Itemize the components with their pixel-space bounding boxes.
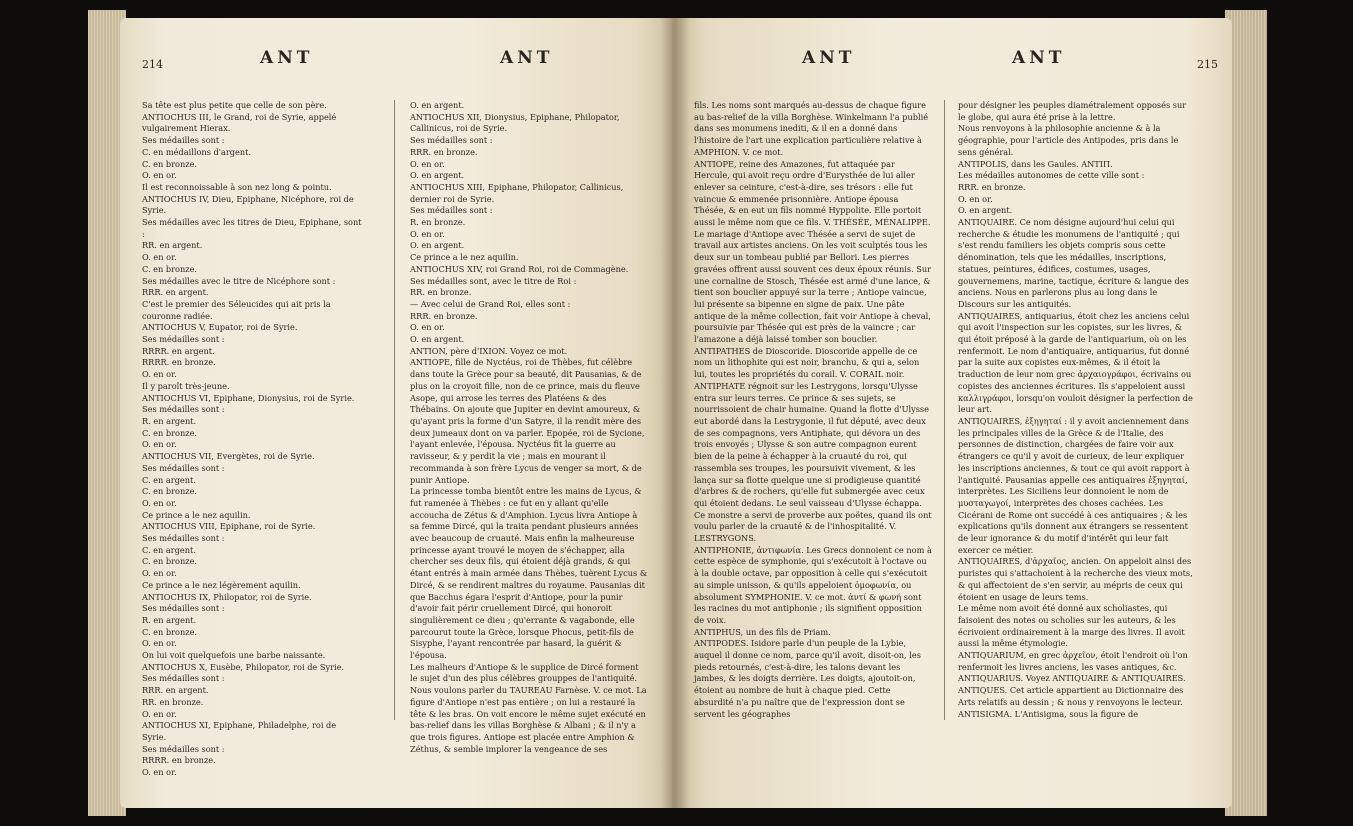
paragraph: ANTISIGMA. L'Antisigma, sous la figure de [958, 708, 1139, 719]
book-gutter [660, 18, 690, 808]
paragraph: Sa tête est plus petite que celle de son père. [142, 100, 327, 110]
paragraph: C. en bronze. [142, 263, 198, 274]
paragraph: ANTIQUAIRES, antiquarius, étoit chez les anciens celui qui avoit l'inspection sur les copistes, sur les livres, & qui étoit préposé à la garde de l'antiquarium, où on les renfermoit. Le nom d'antiquaire, antiquarius, fut donné par la suite aux copistes eux-mêmes, & il étoit la traduction de leur nom grec ἀρχαιογράφοι, écrivains ou copistes des anciennes écritures. Ils s'appeloient aussi καλλιγράφοι, lorsqu'on vouloit désigner la perfection de leur art. [958, 310, 1193, 415]
paragraph: C. en bronze. [142, 626, 198, 637]
paragraph: Ses médailles sont : [142, 673, 225, 684]
paragraph: Le mariage d'Antiope avec Thésée a servi de sujet de travail aux artistes anciens. On les voit sculptés tous les deux sur un tombeau publié par Bellori. Les pierres gravées offrent aussi souvent ces deux époux réunis. Sur une cornaline de Stosch, Thésée est armé d'une lance, & tient son bouclier appuyé sur la terre ; Antiope vaincue, lui présente sa bipenne en signe de paix. Une pâte antique de la même collection, fait voir Antiope à cheval, poursuivie par Thésée qui est près de la vaincre ; car l'amazone a déjà laissé tomber son bouclier. [694, 228, 932, 345]
paragraph: Ce prince a le nez aquilin. [142, 509, 251, 520]
paragraph: O. en or. [142, 252, 177, 263]
paragraph: C. en bronze. [142, 486, 198, 497]
column-divider [394, 100, 395, 720]
paragraph: ANTIPHONIE, ἀντιφωνία. Les Grecs donnoient ce nom à cette espèce de symphonie, qui s'exécutoit à l'octave ou à la double octave, par opposition à celle qui s'exécutoit au simple unisson, & qu'ils appeloient ὁμοφωνία, ou absolument SYMPHONIE. V. ce mot. ἀντί & φωνή sont les racines du mot antiphonie ; ils signifient opposition de voix. [694, 544, 932, 625]
paragraph: Ses médailles sont : [142, 462, 225, 473]
paragraph: RR. en bronze. [142, 696, 204, 707]
paragraph: ANTIOPE, reine des Amazones, fut attaquée par Hercule, qui avoit reçu ordre d'Eurysthée de lui aller enlever sa ceinture, c'est-à-dire, ses trésors : elle fut vaincue & emmenée prisonnière. Antiope épousa Thésée, & en eut un fils nommé Hyppolite. Elle portoit aussi le même nom que ce fils. V. THÉSÉE, MÉNALIPPE. [694, 158, 931, 228]
text-column-1 [694, 100, 932, 720]
running-header: ANT [1012, 48, 1066, 68]
paragraph: C. en argent. [142, 474, 196, 485]
paragraph: O. en argent. [410, 170, 465, 181]
paragraph: On lui voit quelquefois une barbe naissante. [142, 650, 326, 661]
paragraph: fils. Les noms sont marqués au-dessus de chaque figure au bas-relief de la villa Borghèse. Winkelmann l'a publié dans ses monumens inediti, & il en a donné dans l'histoire de l'art une explication particulière relative à AMPHION. V. ce mot. [694, 100, 929, 157]
page-number: 214 [142, 58, 163, 71]
paragraph: O. en argent. [410, 334, 465, 345]
paragraph: Ses médailles sont : [410, 135, 493, 146]
paragraph: ANTIOCHUS VIII, Epiphane, roi de Syrie. [142, 521, 316, 532]
paragraph: C. en bronze. [142, 158, 198, 169]
running-header: ANT [802, 48, 856, 68]
paragraph: ANTIQUAIRES, ἐξηγηταί : il y avoit anciennement dans les principales villes de la Grèce & de l'Italie, des personnes de distinction, chargées de faire voir aux étrangers ce qu'il y avoit de curieux, de leur expliquer les inscriptions anciennes, & tout ce qui avoit rapport à l'antiquité. Pausanias appelle ces antiquaires ἐξηγηταί, interprètes. Les Siciliens leur donnoient le nom de μυσταγωγοί, interprètes des choses cachées. Les Cicérani de Rome ont succédé à ces antiquaires ; & les explications qu'ils donnent aux étrangers se ressentent de leur ignorance & du motif d'intérêt qui leur fait exercer ce métier. [958, 415, 1190, 555]
paragraph: RRRR. en argent. [142, 345, 215, 356]
paragraph: ANTIQUAIRE. Ce nom désigne aujourd'hui celui qui recherche & étudie les monumens de l'antiquité ; qui s'est rendu familiers les objets compris sous cette dénomination, tels que les médailles, inscriptions, statues, peintures, édifices, costumes, usages, gouvernemens, marine, tactique, écriture & langue des anciens. Nous en parlerons plus au long dans le Discours sur les antiquités. [958, 217, 1189, 309]
paragraph: C. en médaillons d'argent. [142, 146, 252, 157]
paragraph: Ses médailles sont, avec le titre de Roi : [410, 275, 577, 286]
paragraph: ANTIOCHUS XI, Epiphane, Philadelphe, roi de Syrie. [142, 720, 337, 742]
paragraph: O. en argent. [410, 100, 465, 110]
paragraph: O. en or. [410, 228, 445, 239]
paragraph: ANTIPATHES de Dioscoride. Dioscoride appelle de ce nom un lithophite qui est noir, branchu, & qui a, selon lui, toutes les propriétés du corail. V. CORAIL noir. [694, 345, 920, 380]
paragraph: Ses médailles sont : [142, 533, 225, 544]
paragraph: ANTIQUARIUS. Voyez ANTIQUAIRE & ANTIQUAIRES. [958, 673, 1186, 684]
running-header: ANT [500, 48, 554, 68]
paragraph: RRR. en argent. [142, 287, 209, 298]
paragraph: O. en or. [142, 439, 177, 450]
text-column-2 [410, 100, 648, 755]
paragraph: RRR. en bronze. [958, 181, 1026, 192]
paragraph: Ce prince a le nez légèrement aquilin. [142, 579, 301, 590]
paragraph: Les malheurs d'Antiope & le supplice de Dircé forment le sujet d'un des plus célèbres grouppes de l'antiquité. Nous voulons parler du TAUREAU Farnèse. V. ce mot. La figure d'Antiope n'est pas entière ; on lui a restauré la tête & les bras. On voit encore le même sujet exécuté en bas-relief dans les villas Borghèse & Albani ; & il n'y a que trois figures. Antiope est placée entre Amphion & Zéthus, & semble implorer la vengeance de ses [410, 661, 647, 754]
paragraph: Ses médailles sont : [142, 404, 225, 415]
paragraph: ANTIOCHUS VII, Evergètes, roi de Syrie. [142, 451, 315, 462]
paragraph: O. en or. [958, 193, 993, 204]
paragraph: Ce prince a le nez aquilin. [410, 252, 519, 263]
left-page [120, 18, 680, 808]
page-number: 215 [1197, 58, 1218, 71]
paragraph: Ses médailles sont : [142, 743, 225, 754]
paragraph: Ses médailles sont : [142, 135, 225, 146]
paragraph: C. en argent. [142, 544, 196, 555]
paragraph: ANTIOCHUS XIV, roi Grand Roi, roi de Commagène. [410, 263, 629, 274]
paragraph: ANTIPHATE régnoit sur les Lestrygons, lorsqu'Ulysse entra sur leurs terres. Ce prince & ses sujets, se nourrissoient de chair humaine. Quand la flotte d'Ulysse eut abordé dans la Lestrygonie, il fut député, avec deux de ses compagnons, vers Antiphate, qui dévora un des trois envoyés ; Ulysse & son autre compagnon eurent bien de la peine à échapper à la cruauté du roi, qui rassembla ses troupes, les poursuivit vivement, & les lança sur sa flotte quelque une si prodigieuse quantité d'arbres & de rochers, qu'elle fut submergée avec ceux qui étoient dedans. Le seul vaisseau d'Ulysse échappa. Ce monstre a servi de proverbe aux poëtes, quand ils ont voulu parler de la cruauté & de l'inhospitalité. V. LESTRYGONS. [694, 380, 932, 544]
paragraph: O. en or. [142, 170, 177, 181]
text-column-2 [958, 100, 1196, 720]
paragraph: C. en bronze. [142, 427, 198, 438]
right-page [672, 18, 1232, 808]
paragraph: RR. en bronze. [410, 287, 472, 298]
paragraph: O. en or. [142, 767, 177, 778]
paragraph: O. en argent. [410, 240, 465, 251]
paragraph: Ses médailles sont : [142, 334, 225, 345]
paragraph: ANTIPHUS, un des fils de Priam. [694, 626, 831, 637]
paragraph: RR. en argent. [142, 240, 203, 251]
paragraph: Ses médailles sont : [410, 205, 493, 216]
paragraph: O. en or. [142, 497, 177, 508]
paragraph: Ses médailles avec les titres de Dieu, Epiphane, sont : [142, 217, 362, 239]
paragraph: Le même nom avoit été donné aux scholiastes, qui faisoient des notes ou scholies sur les auteurs, & les écrivoient ordinairement à la marge des livres. Il avoit aussi la même étymologie. [958, 603, 1185, 649]
paragraph: R. en bronze. [410, 217, 466, 228]
paragraph: O. en or. [142, 369, 177, 380]
paragraph: RRR. en bronze. [410, 146, 478, 157]
paragraph: O. en or. [410, 322, 445, 333]
running-header: ANT [260, 48, 314, 68]
paragraph: ANTIOCHUS VI, Epiphane, Dionysius, roi de Syrie. [142, 392, 355, 403]
paragraph: Il est reconnoissable à son nez long & pointu. [142, 181, 332, 192]
paragraph: C. en bronze. [142, 556, 198, 567]
paragraph: ANTION, père d'IXION. Voyez ce mot. [410, 345, 568, 356]
paragraph: ANTIQUARIUM, en grec ἀρχεῖον, étoit l'endroit où l'on renfermoit les livres anciens, les vases antiques, &c. [958, 650, 1188, 672]
paragraph: ANTIPOLIS, dans les Gaules. ANTIΠ. [958, 158, 1113, 169]
paragraph: ANTIQUAIRES, d'ἀρχαῖος, ancien. On appeloit ainsi des puristes qui s'attachoient à la recherche des vieux mots, & qui affectoient de s'en servir, au mépris de ceux qui étoient en usage de leurs tems. [958, 556, 1193, 602]
paragraph: ANTIOCHUS III, le Grand, roi de Syrie, appelé vulgairement Hierax. [142, 111, 337, 134]
paragraph: — Avec celui de Grand Roi, elles sont : [410, 298, 571, 309]
paragraph: RRR. en bronze. [410, 310, 478, 321]
paragraph: Les médailles autonomes de cette ville sont : [958, 170, 1145, 181]
paragraph: Nous renvoyons à la philosophie ancienne & à la géographie, pour l'article des Antipodes, pris dans le sens général. [958, 123, 1179, 157]
paragraph: C'est le premier des Séleucides qui ait pris la couronne radiée. [142, 298, 331, 321]
paragraph: ANTIOPE, fille de Nyctéus, roi de Thèbes, fut célèbre dans toute la Grèce pour sa beauté, dit Pausanias, & de plus on la croyoit fille, non de ce prince, mais du fleuve Asope, qui arrose les terres des Platéens & des Thébains. On ajoute que Jupiter en devint amoureux, & qu'ayant pris la forme d'un Satyre, il la rendit mère des deux jumeaux dont on va parler. Epopée, roi de Sycione, l'ayant enlevée, l'épousa. Nyctéus fit la guerre au ravisseur, & y perdit la vie ; mais en mourant il recommanda à son frère Lycus de venger sa mort, & de punir Antiope. [410, 357, 645, 485]
paragraph: O. en or. [142, 568, 177, 579]
paragraph: ANTIOCHUS V, Eupator, roi de Syrie. [142, 322, 298, 333]
paragraph: R. en argent. [142, 415, 197, 426]
paragraph: O. en or. [142, 708, 177, 719]
paragraph: Ses médailles sont : [142, 603, 225, 614]
paragraph: ANTIQUES. Cet article appartient au Dictionnaire des Arts relatifs au dessin ; & nous y renvoyons le lecteur. [958, 685, 1184, 707]
paragraph: ANTIOCHUS IV, Dieu, Epiphane, Nicéphore, roi de Syrie. [142, 193, 354, 216]
paragraph: Il y paroît très-jeune. [142, 380, 230, 391]
paragraph: ANTIOCHUS XII, Dionysius, Epiphane, Philopator, Callinicus, roi de Syrie. [410, 111, 620, 134]
paragraph: RRRR. en bronze. [142, 357, 216, 368]
paragraph: Ses médailles avec le titre de Nicéphore sont : [142, 275, 336, 286]
column-divider [944, 100, 945, 720]
paragraph: RRR. en argent. [142, 685, 209, 696]
paragraph: R. en argent. [142, 614, 197, 625]
paragraph: La princesse tomba bientôt entre les mains de Lycus, & fut ramenée à Thèbes : ce fut en y allant qu'elle accoucha de Zétus & d'Amphion. Lycus livra Antiope à sa femme Dircé, qui la traita pendant plusieurs années avec beaucoup de cruauté. Mais enfin la malheureuse princesse ayant trouvé le moyen de s'échapper, alla chercher ses deux fils, qui étoient déjà grands, & qui étant entrés à main armée dans Thèbes, tuèrent Lycus & Dircé, & se rendirent maîtres du royaume. Pausanias dit que Bacchus égara l'esprit d'Antiope, pour la punir d'avoir fait périr cruellement Dircé, qui honoroit singulièrement ce dieu ; qu'errante & vagabonde, elle parcourut toute la Grèce, lorsque Phocus, petit-fils de Sisyphe, l'ayant rencontrée par hasard, la guérit & l'épousa. [410, 486, 648, 661]
paragraph: ANTIPODES. Isidore parle d'un peuple de la Lybie, auquel il donne ce nom, parce qu'il avoit, disoit-on, les pieds retournés, c'est-à-dire, les talons devant les jambes, & les doigts derrière. Les doigts, ajoutoit-on, étoient au nombre de huit à chaque pied. Cette absurdité n'a pu naître que de l'expression dont se servent les géographes [694, 638, 921, 719]
paragraph: ANTIOCHUS X, Eusèbe, Philopator, roi de Syrie. [142, 661, 345, 672]
paragraph: O. en argent. [958, 205, 1013, 216]
paragraph: ANTIOCHUS XIII, Epiphane, Philopator, Callinicus, dernier roi de Syrie. [410, 181, 624, 204]
paragraph: ANTIOCHUS IX, Philopator, roi de Syrie. [142, 591, 312, 602]
paragraph: RRRR. en bronze. [142, 755, 216, 766]
paragraph: pour désigner les peuples diamétralement opposés sur le globe, qui aura été prise à la lettre. [958, 100, 1187, 122]
paragraph: O. en or. [142, 638, 177, 649]
text-column-1 [142, 100, 362, 779]
paragraph: O. en or. [410, 158, 445, 169]
